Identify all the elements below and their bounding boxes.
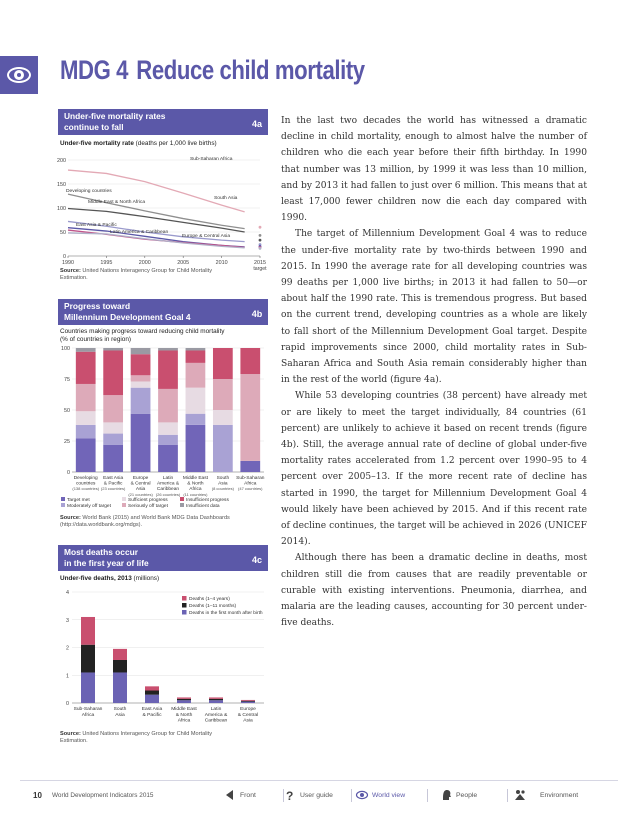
figure-4b-title-line2: Millennium Development Goal 4 bbox=[64, 312, 191, 322]
bar-segment bbox=[113, 649, 127, 660]
x-tick-label: 2005 bbox=[177, 260, 190, 266]
category-label: Asia bbox=[218, 481, 228, 487]
bar-segment bbox=[131, 381, 151, 387]
bar-segment bbox=[113, 660, 127, 672]
nav-user-guide[interactable] bbox=[284, 788, 344, 804]
goal-number: MDG 4 bbox=[60, 55, 129, 85]
y-tick-label: 2 bbox=[66, 645, 69, 652]
category-label: America & bbox=[156, 481, 180, 487]
category-label: & Pacific bbox=[142, 712, 162, 718]
bar-segment bbox=[158, 445, 178, 472]
category-label: Caribbean bbox=[156, 487, 180, 493]
y-tick-label: 0 bbox=[63, 254, 66, 260]
series-label: Developing countries bbox=[66, 189, 112, 194]
series-label: Middle East & North Africa bbox=[88, 200, 146, 205]
paragraph: While 53 developing countries (38 percent) have already met or are likely to meet the target individually, 84 countries (61 percent) are unlikely to achieve it based on recent trends (figure 4b). Still, the average annual rate of decline of global under-five mortality rates accelerated from 1.2 percent over 1990–95 to 4 percent over 2005–13. If the more recent rate of decline has started in 1990, the target for Millennium Development Goal 4 would likely have been achieved by 2015. And if this recent rate of decline continues, the target will be achieved in 2026 (UNICEF 2014). bbox=[281, 391, 587, 548]
category-label: Africa bbox=[177, 718, 191, 724]
figure-4b-title-line1: Progress toward bbox=[64, 301, 131, 311]
y-tick-label: 1 bbox=[66, 673, 69, 680]
bar-segment bbox=[158, 422, 178, 434]
bar-segment bbox=[76, 411, 96, 425]
bar-segment bbox=[131, 388, 151, 414]
bar-segment bbox=[240, 348, 260, 374]
legend-swatch bbox=[122, 503, 126, 507]
bar-segment bbox=[209, 697, 223, 698]
bar-segment bbox=[213, 348, 233, 379]
front-icon bbox=[224, 789, 236, 801]
figure-4c-header bbox=[58, 545, 268, 573]
nav-people-label: People bbox=[456, 792, 478, 799]
svg-text:?: ? bbox=[286, 789, 294, 803]
nav-environment[interactable] bbox=[514, 788, 594, 804]
legend-swatch bbox=[182, 610, 187, 615]
bar-segment bbox=[158, 435, 178, 445]
legend-swatch bbox=[61, 497, 65, 501]
category-label: Middle East bbox=[171, 707, 197, 712]
bar-segment bbox=[131, 375, 151, 381]
series-line bbox=[68, 208, 245, 232]
bar-segment bbox=[103, 395, 123, 422]
y-tick-label: 3 bbox=[66, 617, 69, 624]
paragraph: The target of Millennium Development Goal 4 was to reduce the under-five mortality rate by two-thirds between 1990 and 2015. In 1990 the average rate for all developing countries was 99 deaths per 1,000 live births; in 2013 it had fallen to 50—or about half the 1990 rate. This is tremendous progress. But based on the current trend, developing countries as a whole are likely to fall short of the Millennium Development Goal target. Despite rapid improvements since 2000, child mortality rates in Sub-Saharan Africa and South Asia remain considerably higher than in the rest of the world (figure 4a). bbox=[281, 229, 587, 386]
category-label: East Asia bbox=[103, 476, 124, 481]
category-label: Europe bbox=[132, 476, 149, 481]
bar-segment bbox=[240, 374, 260, 461]
legend-swatch bbox=[122, 497, 126, 501]
bar-segment bbox=[76, 425, 96, 439]
figure-4c-chart bbox=[58, 586, 270, 731]
figure-4a-source: Source: United Nations Interagency Group for Child Mortality Estimation. bbox=[60, 268, 213, 281]
bar-segment bbox=[186, 363, 206, 388]
bar-segment bbox=[186, 414, 206, 425]
bar-segment bbox=[76, 384, 96, 411]
target-point bbox=[259, 226, 262, 229]
bar-segment bbox=[103, 422, 123, 433]
bar-segment bbox=[186, 425, 206, 472]
page-number: 10 bbox=[33, 791, 42, 800]
x-tick-label: 1995 bbox=[100, 260, 113, 266]
target-point bbox=[259, 247, 262, 250]
figure-4c-tag: 4c bbox=[251, 555, 262, 565]
figure-4a-title-line2: continue to fall bbox=[64, 122, 124, 132]
category-label: Middle East bbox=[182, 476, 208, 481]
nav-people[interactable] bbox=[440, 788, 500, 804]
bar-segment bbox=[103, 350, 123, 395]
bar-segment bbox=[213, 379, 233, 410]
legend-swatch bbox=[180, 497, 184, 501]
category-count: (26 countries) bbox=[155, 491, 181, 497]
nav-front-label: Front bbox=[240, 792, 256, 799]
series-label: Sub-Saharan Africa bbox=[190, 157, 233, 162]
legend-label: Insufficient data bbox=[186, 504, 220, 509]
target-point bbox=[259, 234, 262, 237]
y-tick-label: 0 bbox=[66, 701, 69, 707]
bar-segment bbox=[158, 348, 178, 350]
series-label: East Asia & Pacific bbox=[76, 223, 117, 228]
y-tick-label: 0 bbox=[67, 470, 70, 476]
category-label: & Central bbox=[130, 481, 151, 487]
bar-segment bbox=[186, 388, 206, 414]
category-label: & North bbox=[187, 481, 204, 487]
series-label: Europe & Central Asia bbox=[182, 234, 231, 239]
body-text bbox=[281, 113, 587, 632]
category-label: countries bbox=[75, 481, 96, 487]
y-tick-label: 100 bbox=[57, 206, 66, 212]
y-tick-label: 75 bbox=[64, 377, 70, 383]
y-tick-label: 150 bbox=[57, 182, 66, 188]
bar-segment bbox=[76, 348, 96, 352]
footer bbox=[0, 788, 638, 804]
category-count: (47 countries) bbox=[238, 486, 263, 492]
bar-segment bbox=[131, 414, 151, 472]
y-tick-label: 200 bbox=[57, 158, 66, 164]
bar-segment bbox=[158, 350, 178, 388]
category-count: (21 countries) bbox=[128, 491, 153, 497]
x-target-label: target bbox=[253, 266, 267, 272]
category-count: (23 countries) bbox=[100, 486, 126, 492]
category-label: Africa bbox=[244, 481, 257, 487]
y-tick-label: 25 bbox=[64, 439, 70, 445]
nav-user-guide-label: User guide bbox=[300, 792, 333, 799]
figure-4b-chart bbox=[58, 344, 270, 514]
category-label: Sub-Saharan bbox=[236, 476, 265, 481]
x-tick-label: 2010 bbox=[215, 260, 228, 266]
category-label: Africa bbox=[81, 712, 95, 718]
legend-label: Seriously off target bbox=[128, 504, 168, 509]
figure-4b-tag: 4b bbox=[251, 309, 263, 319]
bar-segment bbox=[209, 699, 223, 700]
legend-label: Moderately off target bbox=[67, 504, 111, 509]
footer-divider bbox=[20, 780, 618, 781]
nav-front[interactable] bbox=[224, 788, 276, 804]
category-label: Latin bbox=[162, 476, 174, 481]
category-label: East Asia bbox=[141, 707, 163, 712]
bar-segment bbox=[177, 700, 191, 703]
bar-segment bbox=[81, 672, 95, 703]
category-label: South bbox=[113, 707, 127, 712]
figure-4a-tag: 4a bbox=[251, 119, 262, 129]
figure-4b-source: Source: World Bank (2015) and World Bank MDG Data Dashboards (http://data.worldbank.org/mdgs). bbox=[60, 515, 230, 528]
figure-4c-title-line2: in the first year of life bbox=[64, 558, 149, 568]
category-label: & Central bbox=[237, 712, 259, 718]
x-tick-label: 2015 bbox=[254, 260, 266, 266]
figure-4a-header bbox=[58, 109, 268, 137]
bar-segment bbox=[81, 645, 95, 673]
figure-4a-chart bbox=[58, 150, 270, 270]
figure-4c-subtitle: Under-five deaths, 2013 (millions) bbox=[60, 575, 160, 582]
legend-swatch bbox=[61, 503, 65, 507]
bar-segment bbox=[158, 389, 178, 422]
y-tick-label: 100 bbox=[61, 346, 70, 352]
legend-label: Sufficient progress bbox=[128, 498, 168, 503]
category-label: Latin bbox=[210, 707, 222, 712]
bar-segment bbox=[186, 350, 206, 362]
bar-segment bbox=[209, 700, 223, 703]
y-tick-label: 50 bbox=[60, 230, 66, 236]
people-icon bbox=[440, 789, 452, 801]
bar-segment bbox=[103, 434, 123, 445]
category-label: America & bbox=[204, 712, 228, 718]
category-count: (138 countries) bbox=[72, 486, 100, 492]
y-tick-label: 50 bbox=[64, 408, 70, 414]
target-point bbox=[259, 239, 262, 242]
category-label: Europe bbox=[240, 707, 256, 712]
bar-segment bbox=[81, 617, 95, 645]
y-tick-label: 4 bbox=[66, 590, 69, 596]
category-label: Caribbean bbox=[204, 718, 228, 724]
bar-segment bbox=[103, 348, 123, 350]
category-label: Africa bbox=[189, 487, 202, 493]
paragraph: Although there has been a dramatic decline in deaths, most children still die from causes that are readily preventable or curable with existing interventions. Pneumonia, diarrhea, and malaria are the leading causes, accounting for 30 percent under-five deaths. bbox=[281, 553, 587, 629]
x-tick-label: 2000 bbox=[138, 260, 151, 266]
bar-segment bbox=[145, 695, 159, 703]
publication-name: World Development Indicators 2015 bbox=[52, 792, 154, 799]
bar-segment bbox=[131, 348, 151, 354]
bar-segment bbox=[213, 425, 233, 472]
legend-label: Target met bbox=[67, 498, 90, 503]
legend-label: Deaths (1–4 years) bbox=[189, 597, 230, 602]
bar-segment bbox=[241, 700, 255, 701]
bar-segment bbox=[113, 672, 127, 703]
category-label: Asia bbox=[135, 487, 146, 493]
bar-segment bbox=[241, 701, 255, 702]
bar-segment bbox=[103, 445, 123, 472]
bar-segment bbox=[186, 348, 206, 350]
category-count: (11 countries) bbox=[183, 491, 208, 497]
paragraph: In the last two decades the world has witnessed a dramatic decline in child mortality, enough to almost halve the number of children who die each year before their fifth birthday. In 1990 that number was 13 million, by 1999 it was less than 10 million, and by 2013 it had fallen to just over 6 million. This means that at least 17,000 fewer children now die each day compared with 1990. bbox=[281, 116, 587, 224]
bar-segment bbox=[145, 691, 159, 695]
nav-environment-label: Environment bbox=[540, 792, 579, 799]
legend-swatch bbox=[182, 596, 187, 601]
bar-segment bbox=[177, 697, 191, 698]
page-title bbox=[60, 55, 365, 86]
bar-segment bbox=[240, 461, 260, 472]
bar-segment bbox=[241, 702, 255, 703]
bar-segment bbox=[177, 699, 191, 700]
legend-swatch bbox=[182, 603, 187, 608]
bar-segment bbox=[131, 354, 151, 375]
category-label: Sub-Saharan bbox=[73, 707, 103, 712]
bar-segment bbox=[76, 439, 96, 472]
bar-segment bbox=[145, 686, 159, 690]
category-label: Asia bbox=[115, 712, 125, 718]
legend-label: Deaths in the first month after birth bbox=[189, 611, 263, 616]
figure-4a-subtitle: Under-five mortality rate (deaths per 1,000 live births) bbox=[60, 140, 217, 147]
nav-world-view[interactable] bbox=[356, 788, 420, 804]
series-label: Latin America & Caribbean bbox=[110, 230, 169, 235]
figure-4c-source: Source: United Nations Interagency Group for Child Mortality Estimation. bbox=[60, 731, 213, 744]
category-label: South bbox=[216, 476, 230, 481]
figure-4c-title-line1: Most deaths occur bbox=[64, 547, 138, 557]
series-label: South Asia bbox=[214, 196, 238, 201]
category-label: Developing bbox=[73, 476, 98, 481]
x-tick-label: 1990 bbox=[62, 260, 74, 266]
bar-segment bbox=[76, 352, 96, 384]
eye-icon bbox=[0, 56, 38, 94]
category-count: (8 countries) bbox=[211, 486, 234, 492]
bar-segment bbox=[213, 410, 233, 425]
legend-label: Deaths (1–11 months) bbox=[189, 604, 237, 609]
world-view-icon bbox=[356, 789, 368, 801]
environment-icon bbox=[514, 789, 526, 801]
category-label: Asia bbox=[243, 718, 253, 724]
figure-4b-subtitle: Countries making progress toward reducing child mortality (% of countries in region) bbox=[60, 328, 225, 343]
legend-label: Insufficient progress bbox=[186, 498, 229, 503]
question-icon bbox=[284, 789, 296, 801]
goal-title: Reduce child mortality bbox=[136, 55, 365, 85]
legend-swatch bbox=[180, 503, 184, 507]
category-label: & Pacific bbox=[103, 481, 123, 487]
category-label: & North bbox=[175, 712, 193, 718]
nav-world-view-label: World view bbox=[372, 792, 406, 799]
figure-4b-header bbox=[58, 299, 268, 327]
figure-4a-title-line1: Under-five mortality rates bbox=[64, 111, 166, 121]
